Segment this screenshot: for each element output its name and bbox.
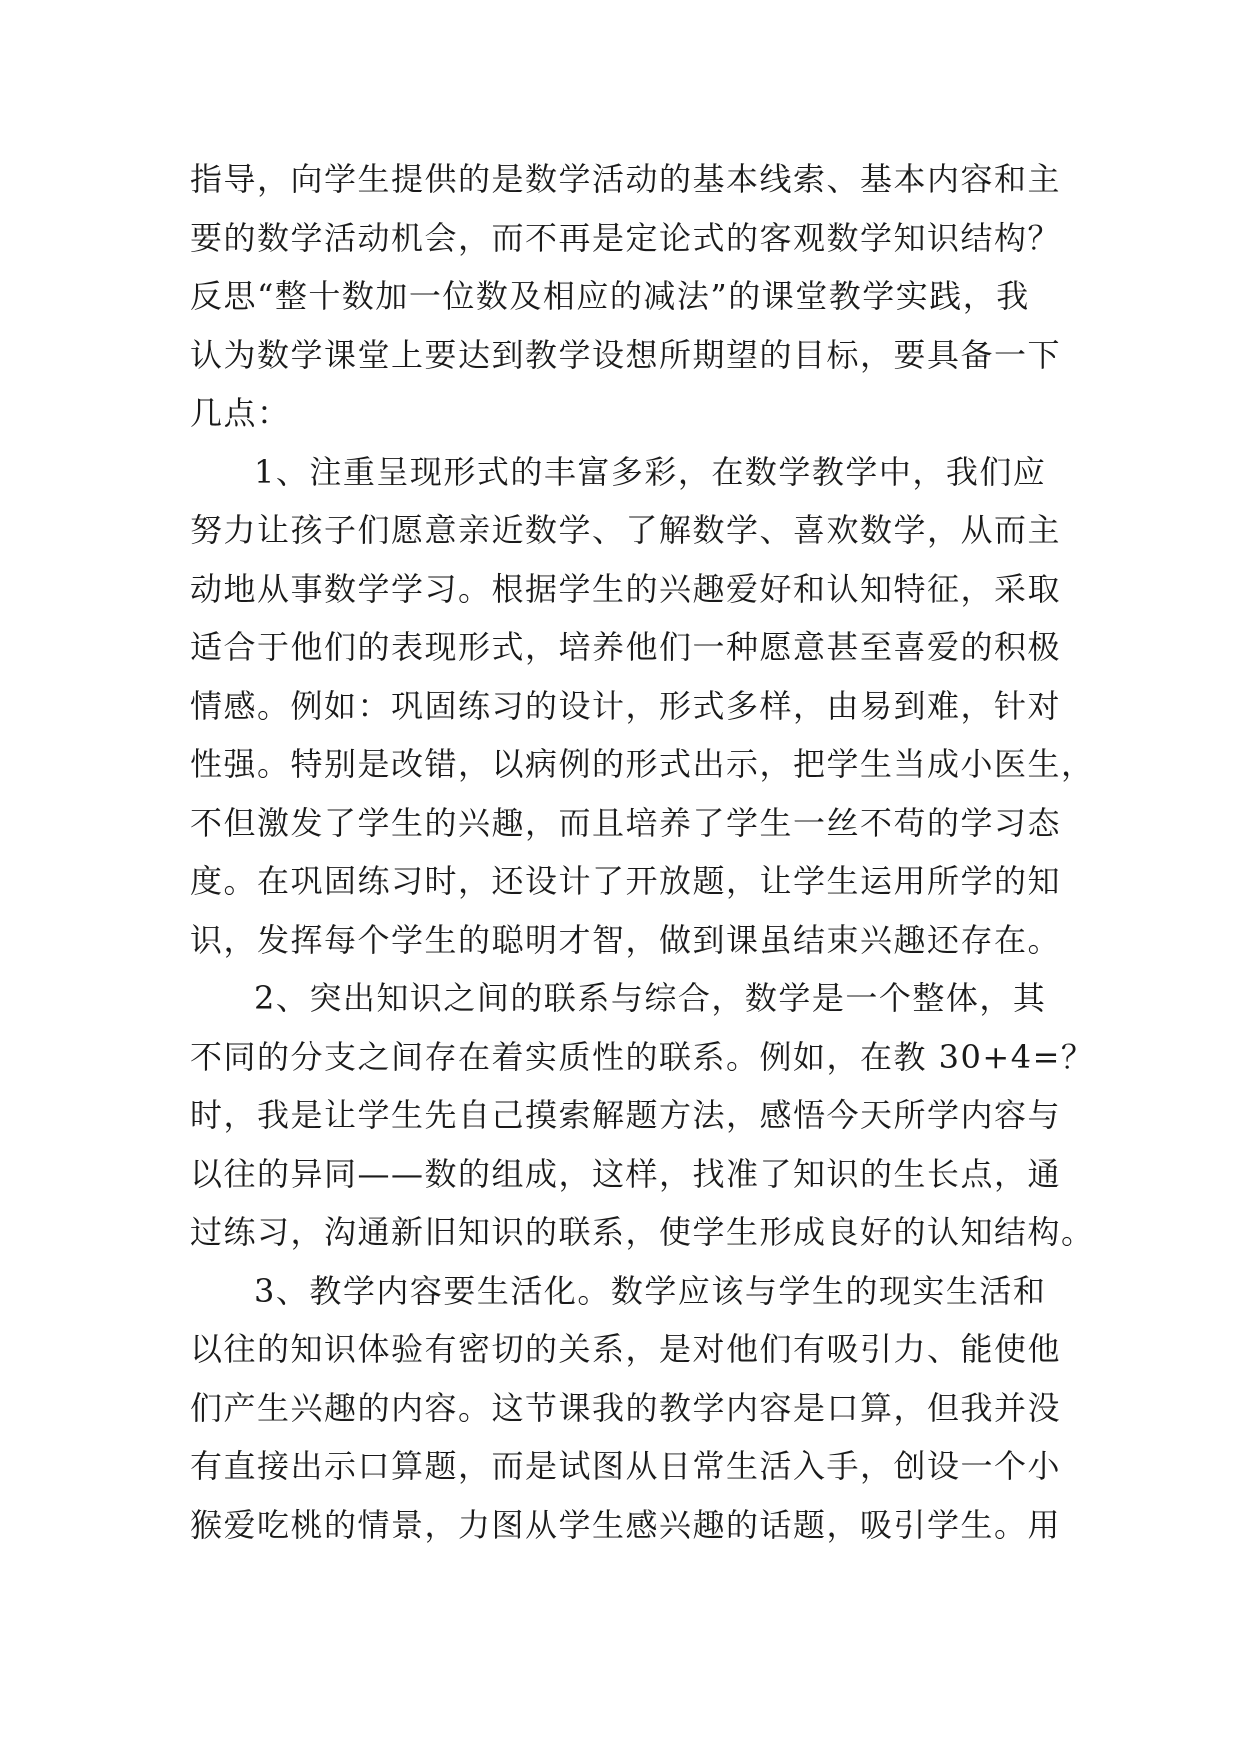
text-line: 识，发挥每个学生的聪明才智，做到课虽结束兴趣还存在。 xyxy=(190,920,1062,959)
text-line: 不但激发了学生的兴趣，而且培养了学生一丝不苟的学习态 xyxy=(190,803,1062,842)
text-line: 时，我是让学生先自己摸索解题方法，感悟今天所学内容与 xyxy=(190,1096,1062,1134)
text-line: 性强。特别是改错，以病例的形式出示，把学生当成小医生， xyxy=(190,745,1095,783)
text-line: 过练习，沟通新旧知识的联系，使学生形成良好的认知结构。 xyxy=(190,1213,1095,1251)
text-line: 以往的异同——数的组成，这样，找准了知识的生长点，通 xyxy=(190,1154,1062,1193)
text-line: 度。在巩固练习时，还设计了开放题，让学生运用所学的知 xyxy=(190,862,1062,900)
text-line: 3、教学内容要生活化。数学应该与学生的现实生活和 xyxy=(254,1271,1047,1310)
text-line: 2、突出知识之间的联系与综合，数学是一个整体，其 xyxy=(254,979,1047,1017)
text-line: 以往的知识体验有密切的关系，是对他们有吸引力、能使他 xyxy=(190,1330,1062,1368)
text-line: 几点： xyxy=(190,394,291,432)
text-line: 1、注重呈现形式的丰富多彩，在数学教学中，我们应 xyxy=(254,452,1047,491)
text-line: 要的数学活动机会，而不再是定论式的客观数学知识结构？ xyxy=(190,218,1062,257)
text-line: 不同的分支之间存在着实质性的联系。例如，在教 30+4=？ xyxy=(190,1037,1095,1076)
text-line: 反思“整十数加一位数及相应的减法”的课堂教学实践，我 xyxy=(190,277,1030,315)
text-line: 猴爱吃桃的情景，力图从学生感兴趣的话题，吸引学生。用 xyxy=(190,1505,1062,1544)
text-line: 努力让孩子们愿意亲近数学、了解数学、喜欢数学，从而主 xyxy=(190,511,1062,549)
text-line: 动地从事数学学习。根据学生的兴趣爱好和认知特征，采取 xyxy=(190,569,1062,608)
text-line: 情感。例如：巩固练习的设计，形式多样，由易到难，针对 xyxy=(190,686,1062,725)
text-line: 认为数学课堂上要达到教学设想所期望的目标，要具备一下 xyxy=(190,335,1062,374)
text-line: 们产生兴趣的内容。这节课我的教学内容是口算，但我并没 xyxy=(190,1388,1062,1427)
text-line: 适合于他们的表现形式，培养他们一种愿意甚至喜爱的积极 xyxy=(190,628,1062,666)
body-text xyxy=(190,150,1095,1554)
text-line: 指导，向学生提供的是数学活动的基本线索、基本内容和主 xyxy=(190,160,1062,198)
text-line: 有直接出示口算题，而是试图从日常生活入手，创设一个小 xyxy=(190,1447,1062,1485)
